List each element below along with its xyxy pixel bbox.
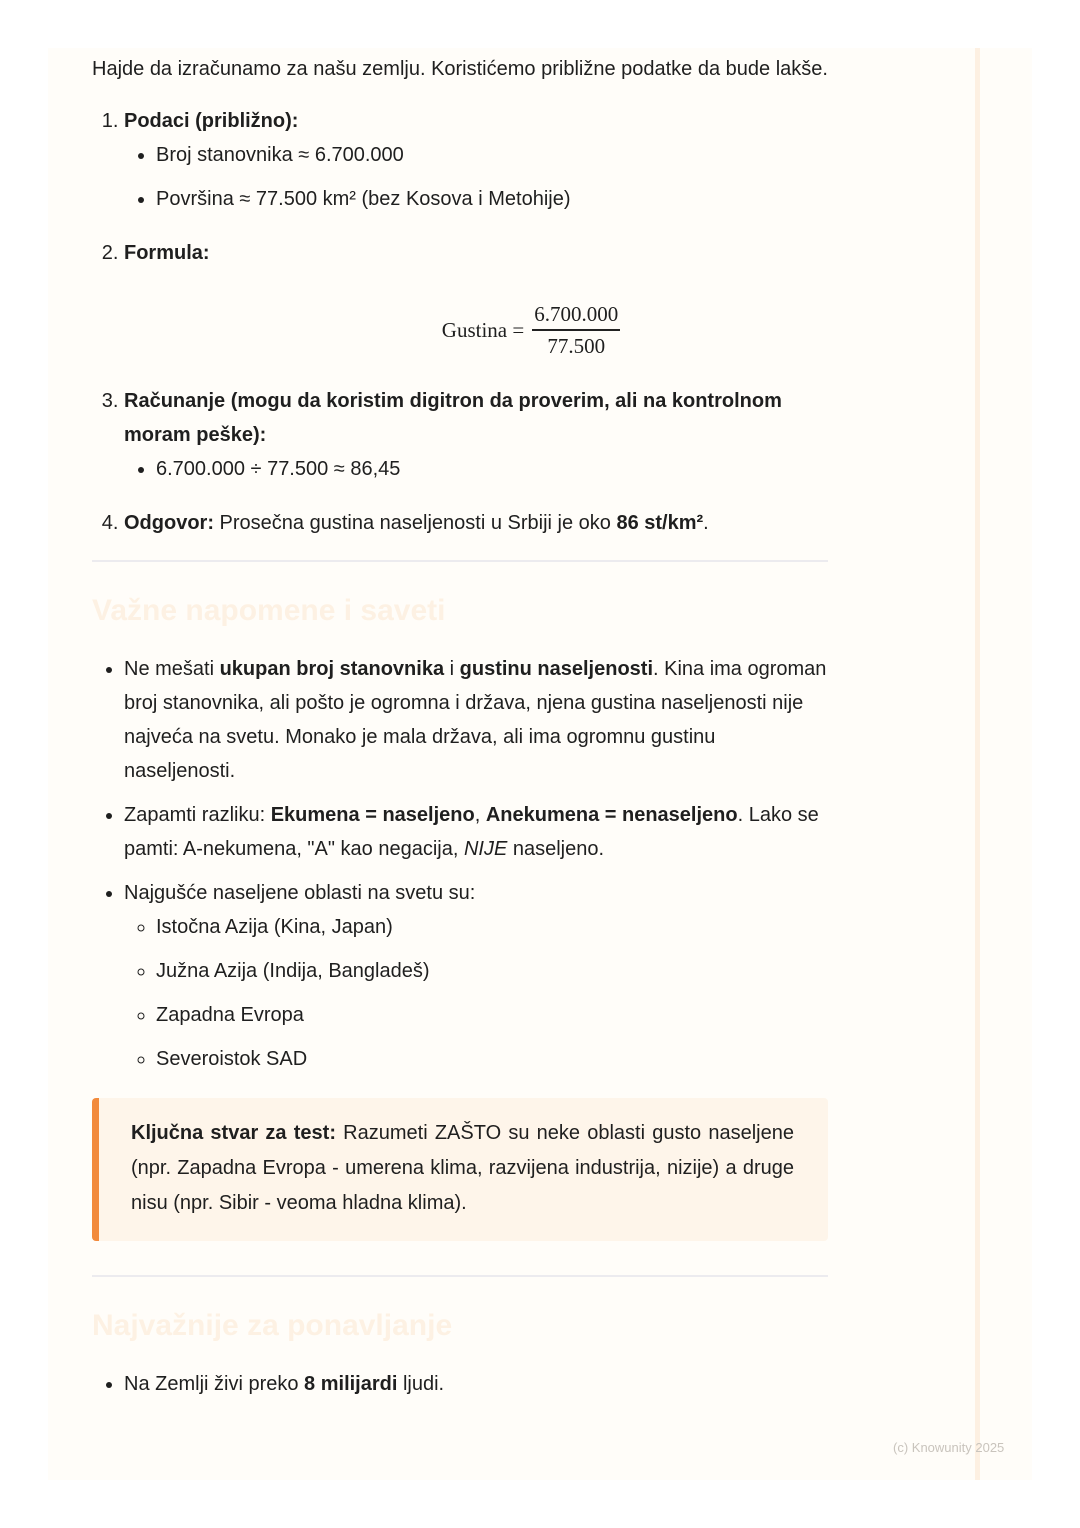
- text: naseljeno.: [507, 838, 605, 860]
- divider: [92, 1275, 828, 1277]
- answer-end: .: [703, 512, 709, 534]
- step-title: Formula:: [124, 242, 210, 264]
- formula-denominator: 77.500: [547, 334, 606, 358]
- callout-label: Ključna stvar za test:: [131, 1122, 336, 1144]
- text: Zapamti razliku:: [124, 804, 271, 826]
- list-item: • 6.700.000 ÷ 77.500 ≈ 86,45: [156, 452, 828, 486]
- text: i: [444, 658, 460, 680]
- section-heading: Najvažnije za ponavljanje: [92, 1309, 453, 1342]
- text: ,: [474, 804, 486, 826]
- bold-text: ukupan broj stanovnika: [219, 658, 445, 680]
- step-title: Podaci (približno):: [124, 110, 299, 132]
- section-heading: Važne napomene i saveti: [92, 594, 446, 627]
- text: Najgušće naseljene oblasti na svetu su:: [124, 882, 476, 904]
- density-formula: [234, 300, 828, 360]
- calculation-steps: [92, 104, 828, 540]
- text: Ne mešati: [124, 658, 220, 680]
- bold-text: Ekumena = naseljeno: [270, 804, 475, 826]
- list-item: ◦ Severoistok SAD: [156, 1042, 828, 1076]
- callout-text: Razumeti ZAŠTO su neke oblasti gusto naseljene (npr. Zapadna Evropa - umerena klima, razvijena industrija, nizije) a druge nisu (npr. Sibir - veoma hladna klima).: [131, 1122, 794, 1214]
- step-title: Odgovor:: [124, 512, 214, 534]
- formula-fraction: [532, 300, 620, 360]
- review-list: [92, 1367, 828, 1401]
- document-content: [92, 52, 828, 1411]
- right-edge-bar: [975, 48, 980, 1480]
- list-item: • Broj stanovnika ≈ 6.700.000: [156, 138, 828, 172]
- formula-numerator: 6.700.000: [532, 300, 620, 331]
- tips-list: [92, 652, 828, 1076]
- calc-list: [124, 452, 828, 486]
- bold-text: gustinu naseljenosti: [459, 658, 653, 680]
- copyright-notice: (c) Knowunity 2025: [893, 1440, 1005, 1455]
- text: . Kina ima ogroman broj stanovnika, ali pošto je ogromna i država, njena gustina naseljenosti nije najveća na svetu. Monako je mala država, ali ima ogromnu gustinu naseljenosti.: [124, 658, 827, 782]
- intro-paragraph: Hajde da izračunamo za našu zemlju. Koristićemo približne podatke da bude lakše.: [92, 58, 828, 80]
- answer-text: Prosečna gustina naseljenosti u Srbiji je oko: [214, 512, 617, 534]
- step-answer: [124, 506, 828, 540]
- italic-text: NIJE: [463, 838, 508, 860]
- answer-value: 86 st/km²: [616, 512, 704, 534]
- list-item: [124, 876, 828, 1076]
- list-item: [124, 1367, 828, 1401]
- list-item: ◦ Zapadna Evropa: [156, 998, 828, 1032]
- divider: [92, 560, 828, 562]
- list-item: ◦ Južna Azija (Indija, Bangladeš): [156, 954, 828, 988]
- dense-areas-list: [124, 910, 828, 1076]
- step-title: Računanje (mogu da koristim digitron da proverim, ali na kontrolnom moram peške):: [124, 390, 782, 446]
- step-data: [124, 104, 828, 216]
- list-item: [124, 652, 828, 788]
- list-item: ◦ Istočna Azija (Kina, Japan): [156, 910, 828, 944]
- list-item: [124, 798, 828, 866]
- bold-text: Anekumena = nenaseljeno: [485, 804, 738, 826]
- key-point-callout: [92, 1098, 828, 1241]
- text: ljudi.: [397, 1373, 445, 1395]
- step-calculation: [124, 384, 828, 486]
- data-list: [124, 138, 828, 216]
- text: Na Zemlji živi preko: [124, 1373, 305, 1395]
- text: . Lako se pamti: A-nekumena, "A" kao negacija,: [124, 804, 819, 860]
- formula-label: Gustina =: [441, 318, 525, 342]
- bold-text: 8 milijardi: [304, 1373, 398, 1395]
- list-item: • Površina ≈ 77.500 km² (bez Kosova i Metohije): [156, 182, 828, 216]
- step-formula: [124, 236, 828, 360]
